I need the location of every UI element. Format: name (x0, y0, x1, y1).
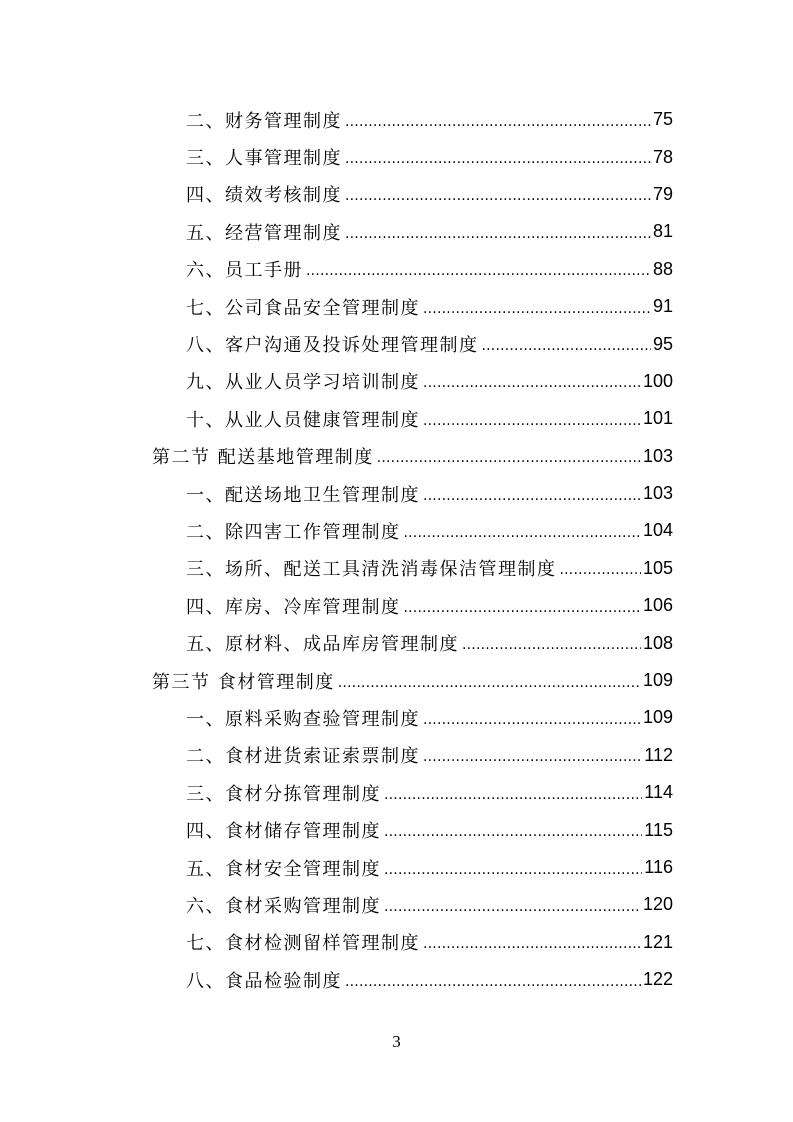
toc-entry-title: 八、食品检验制度 (186, 970, 342, 992)
toc-leader-dots (306, 262, 651, 280)
toc-leader-dots (423, 374, 641, 392)
toc-entry-title: 第二节 配送基地管理制度 (152, 447, 374, 469)
toc-entry-title: 九、从业人员学习培训制度 (186, 372, 420, 394)
toc-entry[interactable] (186, 400, 673, 437)
toc-entry-page: 103 (642, 483, 673, 504)
toc-entry[interactable] (186, 737, 673, 774)
toc-entry[interactable] (186, 213, 673, 250)
toc-entry-page: 109 (642, 707, 673, 728)
toc-entry-title: 十、从业人员健康管理制度 (186, 409, 420, 431)
toc-leader-dots (404, 599, 641, 617)
toc-leader-dots (338, 674, 641, 692)
toc-entry[interactable] (186, 886, 673, 923)
toc-entry-page: 78 (652, 146, 673, 167)
toc-leader-dots (560, 561, 641, 579)
toc-entry-title: 三、食材分拣管理制度 (186, 783, 381, 805)
toc-leader-dots (345, 225, 651, 243)
toc-entry-page: 81 (652, 221, 673, 242)
toc-leader-dots (384, 823, 642, 841)
toc-entry[interactable] (186, 176, 673, 213)
toc-entry-page: 91 (652, 296, 673, 317)
toc-entry-page: 116 (644, 857, 673, 877)
toc-entry-page: 79 (652, 183, 673, 204)
toc-entry[interactable] (186, 138, 673, 175)
toc-entry-title: 四、食材储存管理制度 (186, 821, 381, 843)
toc-entry[interactable] (186, 512, 673, 549)
toc-leader-dots (462, 636, 641, 654)
table-of-contents (0, 101, 793, 998)
toc-entry[interactable] (186, 363, 673, 400)
toc-entry[interactable] (186, 101, 673, 138)
toc-entry-page: 112 (644, 744, 673, 765)
toc-entry[interactable] (186, 811, 673, 848)
toc-entry-page: 100 (642, 370, 673, 391)
toc-entry-title: 一、原料采购查验管理制度 (186, 708, 420, 730)
toc-entry[interactable] (186, 550, 673, 587)
toc-entry[interactable] (186, 624, 673, 661)
toc-entry[interactable] (186, 288, 673, 325)
toc-leader-dots (423, 935, 641, 953)
toc-entry-title: 七、公司食品安全管理制度 (186, 297, 420, 319)
toc-entry-page: 105 (642, 557, 673, 578)
toc-leader-dots (482, 337, 651, 355)
toc-entry[interactable] (186, 774, 673, 811)
toc-section-entry[interactable] (152, 438, 673, 475)
toc-entry-title: 七、食材检测留样管理制度 (186, 933, 420, 955)
toc-leader-dots (423, 748, 642, 766)
toc-entry[interactable] (186, 699, 673, 736)
toc-leader-dots (345, 150, 651, 168)
toc-entry-title: 四、库房、冷库管理制度 (186, 596, 401, 618)
toc-leader-dots (384, 898, 641, 916)
toc-entry-title: 五、原材料、成品库房管理制度 (186, 634, 459, 656)
toc-entry-page: 88 (652, 258, 673, 279)
toc-section-entry[interactable] (152, 662, 673, 699)
toc-leader-dots (377, 449, 641, 467)
toc-leader-dots (423, 412, 641, 430)
toc-entry-page: 120 (642, 894, 673, 915)
toc-entry-title: 六、员工手册 (186, 260, 303, 282)
toc-leader-dots (423, 300, 651, 318)
toc-entry-title: 二、财务管理制度 (186, 110, 342, 132)
toc-entry-title: 第三节 食材管理制度 (152, 671, 335, 693)
toc-leader-dots (345, 187, 651, 205)
toc-entry[interactable] (186, 961, 673, 998)
toc-entry-page: 103 (642, 445, 673, 466)
toc-entry-page: 114 (644, 782, 673, 803)
toc-entry-title: 三、人事管理制度 (186, 148, 342, 170)
toc-leader-dots (384, 786, 642, 804)
toc-entry-title: 八、客户沟通及投诉处理管理制度 (186, 335, 479, 357)
toc-entry-page: 75 (652, 109, 673, 130)
page-number: 3 (392, 1032, 401, 1051)
toc-entry[interactable] (186, 849, 673, 886)
toc-entry-title: 六、食材采购管理制度 (186, 895, 381, 917)
toc-entry-page: 95 (652, 333, 673, 354)
toc-entry[interactable] (186, 251, 673, 288)
toc-entry[interactable] (186, 475, 673, 512)
toc-entry-page: 104 (642, 520, 673, 541)
toc-entry-title: 一、配送场地卫生管理制度 (186, 484, 420, 506)
toc-entry-page: 109 (642, 670, 673, 691)
toc-leader-dots (384, 861, 642, 879)
toc-entry-page: 115 (644, 819, 673, 840)
toc-entry-title: 三、场所、配送工具清洗消毒保洁管理制度 (186, 559, 557, 581)
toc-leader-dots (404, 524, 641, 542)
toc-leader-dots (345, 973, 641, 991)
toc-entry[interactable] (186, 325, 673, 362)
toc-entry-title: 四、绩效考核制度 (186, 185, 342, 207)
toc-entry-page: 122 (642, 969, 673, 990)
toc-entry-page: 101 (642, 408, 673, 429)
toc-leader-dots (423, 487, 641, 505)
toc-entry-title: 二、除四害工作管理制度 (186, 521, 401, 543)
toc-entry-page: 108 (642, 632, 673, 653)
toc-entry-title: 五、食材安全管理制度 (186, 858, 381, 880)
toc-entry[interactable] (186, 587, 673, 624)
toc-leader-dots (345, 113, 651, 131)
toc-entry-title: 二、食材进货索证索票制度 (186, 746, 420, 768)
toc-entry-title: 五、经营管理制度 (186, 222, 342, 244)
toc-entry[interactable] (186, 924, 673, 961)
toc-entry-page: 121 (642, 931, 673, 952)
toc-entry-page: 106 (642, 595, 673, 616)
toc-leader-dots (423, 711, 641, 729)
